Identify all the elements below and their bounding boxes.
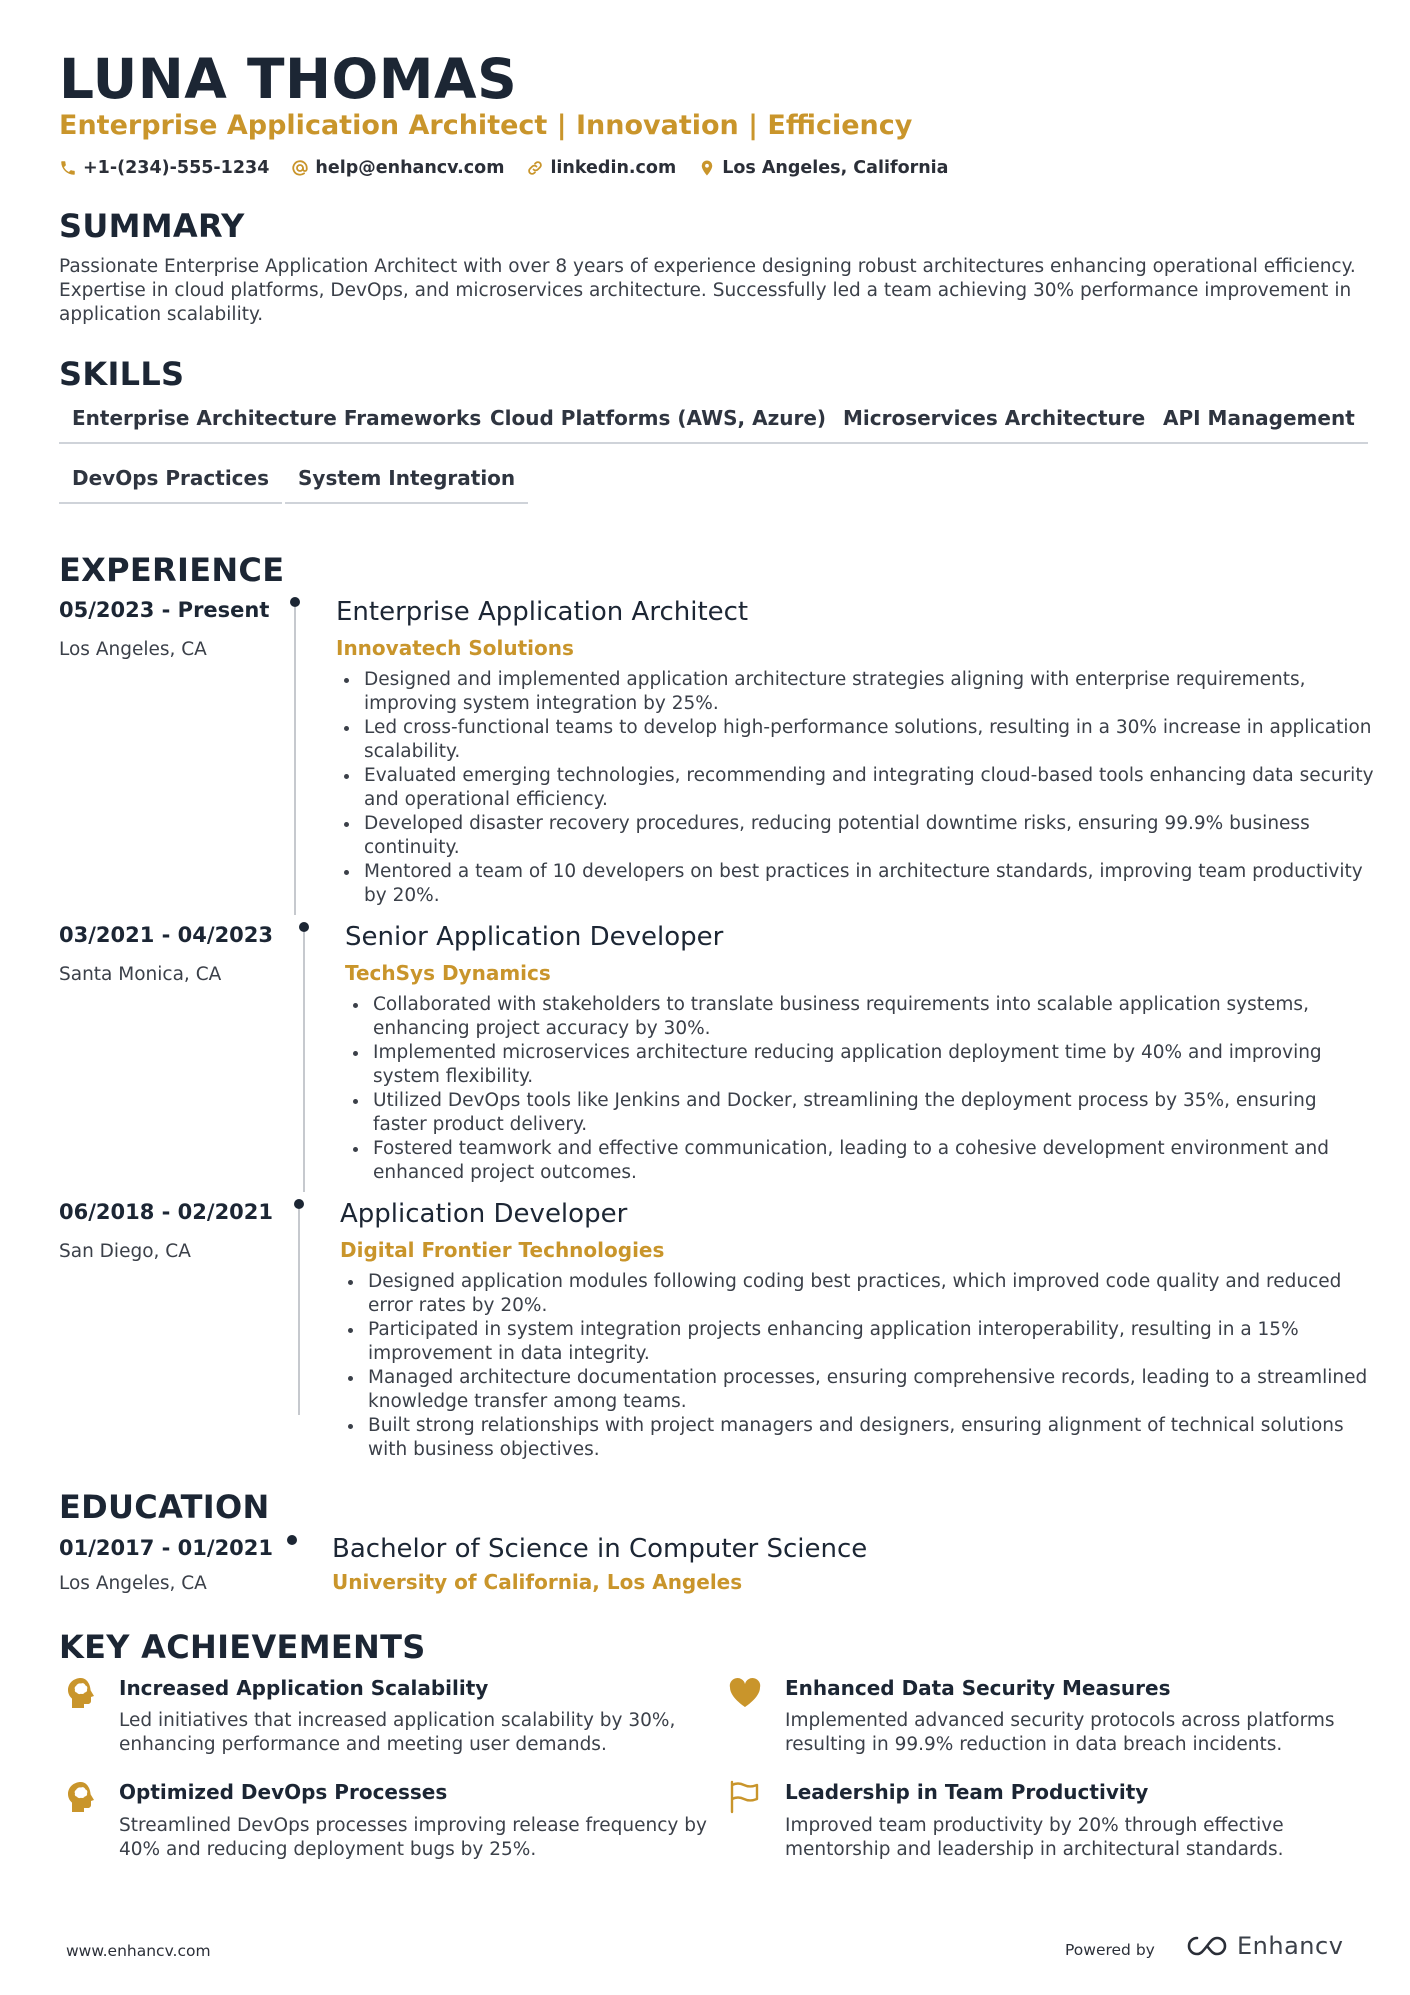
achievement-title: Optimized DevOps Processes <box>119 1780 448 1804</box>
summary-heading: SUMMARY <box>59 207 245 245</box>
head-brain-icon <box>63 1675 99 1711</box>
job-bullet: Managed architecture documentation processes, ensuring comprehensive records, leading to a streamlined knowledge transfer among teams. <box>340 1366 1370 1414</box>
timeline-line <box>294 607 296 915</box>
footer-website[interactable]: www.enhancv.com <box>66 1942 211 1960</box>
job-bullet: Built strong relationships with project managers and designers, ensuring alignment of technical solutions with business objectives. <box>340 1414 1370 1462</box>
at-icon <box>291 159 309 177</box>
timeline-dot <box>290 597 300 607</box>
footer-brand: Enhancv <box>1237 1932 1344 1960</box>
job-date: 06/2018 - 02/2021 <box>59 1200 274 1224</box>
achievement-title: Increased Application Scalability <box>119 1676 489 1700</box>
timeline-dot <box>299 922 309 932</box>
job-bullet: Fostered teamwork and effective communication, leading to a cohesive development environment and enhanced project outcomes. <box>345 1137 1375 1185</box>
flag-icon <box>727 1779 763 1815</box>
job-date: 05/2023 - Present <box>59 598 270 622</box>
skill-tag: Microservices Architecture <box>830 404 1158 444</box>
candidate-headline: Enterprise Application Architect | Innovation | Efficiency <box>59 110 913 141</box>
job-bullet: Evaluated emerging technologies, recommending and integrating cloud-based tools enhancing data security and operational efficiency. <box>336 764 1376 812</box>
job-date: 03/2021 - 04/2023 <box>59 923 274 947</box>
heart-icon <box>727 1675 763 1711</box>
job-bullet: Participated in system integration projects enhancing application interoperability, resulting in a 15% improvement in data integrity. <box>340 1318 1370 1366</box>
skill-tag: DevOps Practices <box>59 464 282 504</box>
achievement-title: Leadership in Team Productivity <box>785 1780 1149 1804</box>
education-location: Los Angeles, CA <box>59 1573 207 1594</box>
timeline-line <box>303 932 305 1192</box>
contact-email <box>291 158 504 178</box>
job-bullet: Led cross-functional teams to develop high-performance solutions, resulting in a 30% increase in application scalability. <box>336 716 1376 764</box>
job-bullets <box>340 1270 1370 1462</box>
job-bullet: Mentored a team of 10 developers on best practices in architecture standards, improving team productivity by 20%. <box>336 860 1376 908</box>
skill-tag: Enterprise Architecture Frameworks <box>59 404 494 444</box>
job-company: Innovatech Solutions <box>336 636 574 660</box>
achievement-desc: Implemented advanced security protocols across platforms resulting in 99.9% reduction in data breach incidents. <box>785 1710 1335 1755</box>
job-role: Application Developer <box>340 1199 628 1229</box>
head-brain-icon <box>63 1779 99 1815</box>
contact-location <box>698 158 948 178</box>
footer-logo <box>1183 1932 1343 1960</box>
contact-phone <box>59 158 269 178</box>
achievement-desc: Led initiatives that increased application scalability by 30%, enhancing performance and meeting user demands. <box>119 1710 676 1755</box>
phone-icon <box>59 159 77 177</box>
job-company: Digital Frontier Technologies <box>340 1238 665 1262</box>
contact-linkedin-text[interactable]: linkedin.com <box>550 158 677 178</box>
job-role: Enterprise Application Architect <box>336 597 749 627</box>
education-school: University of California, Los Angeles <box>332 1570 743 1594</box>
job-location: Santa Monica, CA <box>59 964 222 985</box>
contact-bar <box>59 158 971 178</box>
contact-linkedin <box>526 158 676 178</box>
experience-heading: EXPERIENCE <box>59 551 285 589</box>
job-bullet: Utilized DevOps tools like Jenkins and Docker, streamlining the deployment process by 35%, ensuring faster product delivery. <box>345 1089 1375 1137</box>
job-location: Los Angeles, CA <box>59 639 207 660</box>
contact-location-text: Los Angeles, California <box>722 158 949 178</box>
skill-tag: API Management <box>1150 404 1368 444</box>
education-heading: EDUCATION <box>59 1488 270 1526</box>
job-bullets <box>345 993 1375 1185</box>
location-pin-icon <box>698 159 716 177</box>
contact-phone-text[interactable]: +1-(234)-555-1234 <box>83 158 270 178</box>
footer-powered-by: Powered by <box>1065 1941 1155 1959</box>
skills-heading: SKILLS <box>59 355 185 393</box>
contact-email-text[interactable]: help@enhancv.com <box>315 158 505 178</box>
achievement-title: Enhanced Data Security Measures <box>785 1676 1171 1700</box>
skill-tag: System Integration <box>285 464 528 504</box>
job-company: TechSys Dynamics <box>345 961 551 985</box>
education-date: 01/2017 - 01/2021 <box>59 1536 274 1560</box>
job-bullet: Developed disaster recovery procedures, reducing potential downtime risks, ensuring 99.9% business continuity. <box>336 812 1376 860</box>
candidate-name: LUNA THOMAS <box>59 47 518 111</box>
job-bullets <box>336 668 1376 908</box>
timeline-dot <box>294 1199 304 1209</box>
achievement-desc: Streamlined DevOps processes improving release frequency by 40% and reducing deployment bugs by 25%. <box>119 1815 707 1860</box>
job-location: San Diego, CA <box>59 1241 191 1262</box>
enhancv-logo-icon <box>1183 1933 1231 1959</box>
link-icon <box>526 159 544 177</box>
summary-text: Passionate Enterprise Application Architect with over 8 years of experience designing robust architectures enhancing operational efficiency. Expertise in cloud platforms, DevOps, and microservices architecture. Successfully led a team achieving 30% performance improvement in application scalability. <box>59 256 1356 325</box>
achievements-heading: KEY ACHIEVEMENTS <box>59 1628 426 1666</box>
job-bullet: Collaborated with stakeholders to translate business requirements into scalable application systems, enhancing project accuracy by 30%. <box>345 993 1375 1041</box>
timeline-dot <box>287 1535 297 1545</box>
job-bullet: Designed and implemented application architecture strategies aligning with enterprise requirements, improving system integration by 25%. <box>336 668 1376 716</box>
education-degree: Bachelor of Science in Computer Science <box>332 1534 868 1564</box>
achievement-desc: Improved team productivity by 20% through effective mentorship and leadership in architectural standards. <box>785 1815 1284 1860</box>
skill-tag: Cloud Platforms (AWS, Azure) <box>477 404 839 444</box>
job-bullet: Designed application modules following coding best practices, which improved code quality and reduced error rates by 20%. <box>340 1270 1370 1318</box>
timeline-line <box>298 1209 300 1415</box>
job-role: Senior Application Developer <box>345 922 724 952</box>
job-bullet: Implemented microservices architecture reducing application deployment time by 40% and improving system flexibility. <box>345 1041 1375 1089</box>
